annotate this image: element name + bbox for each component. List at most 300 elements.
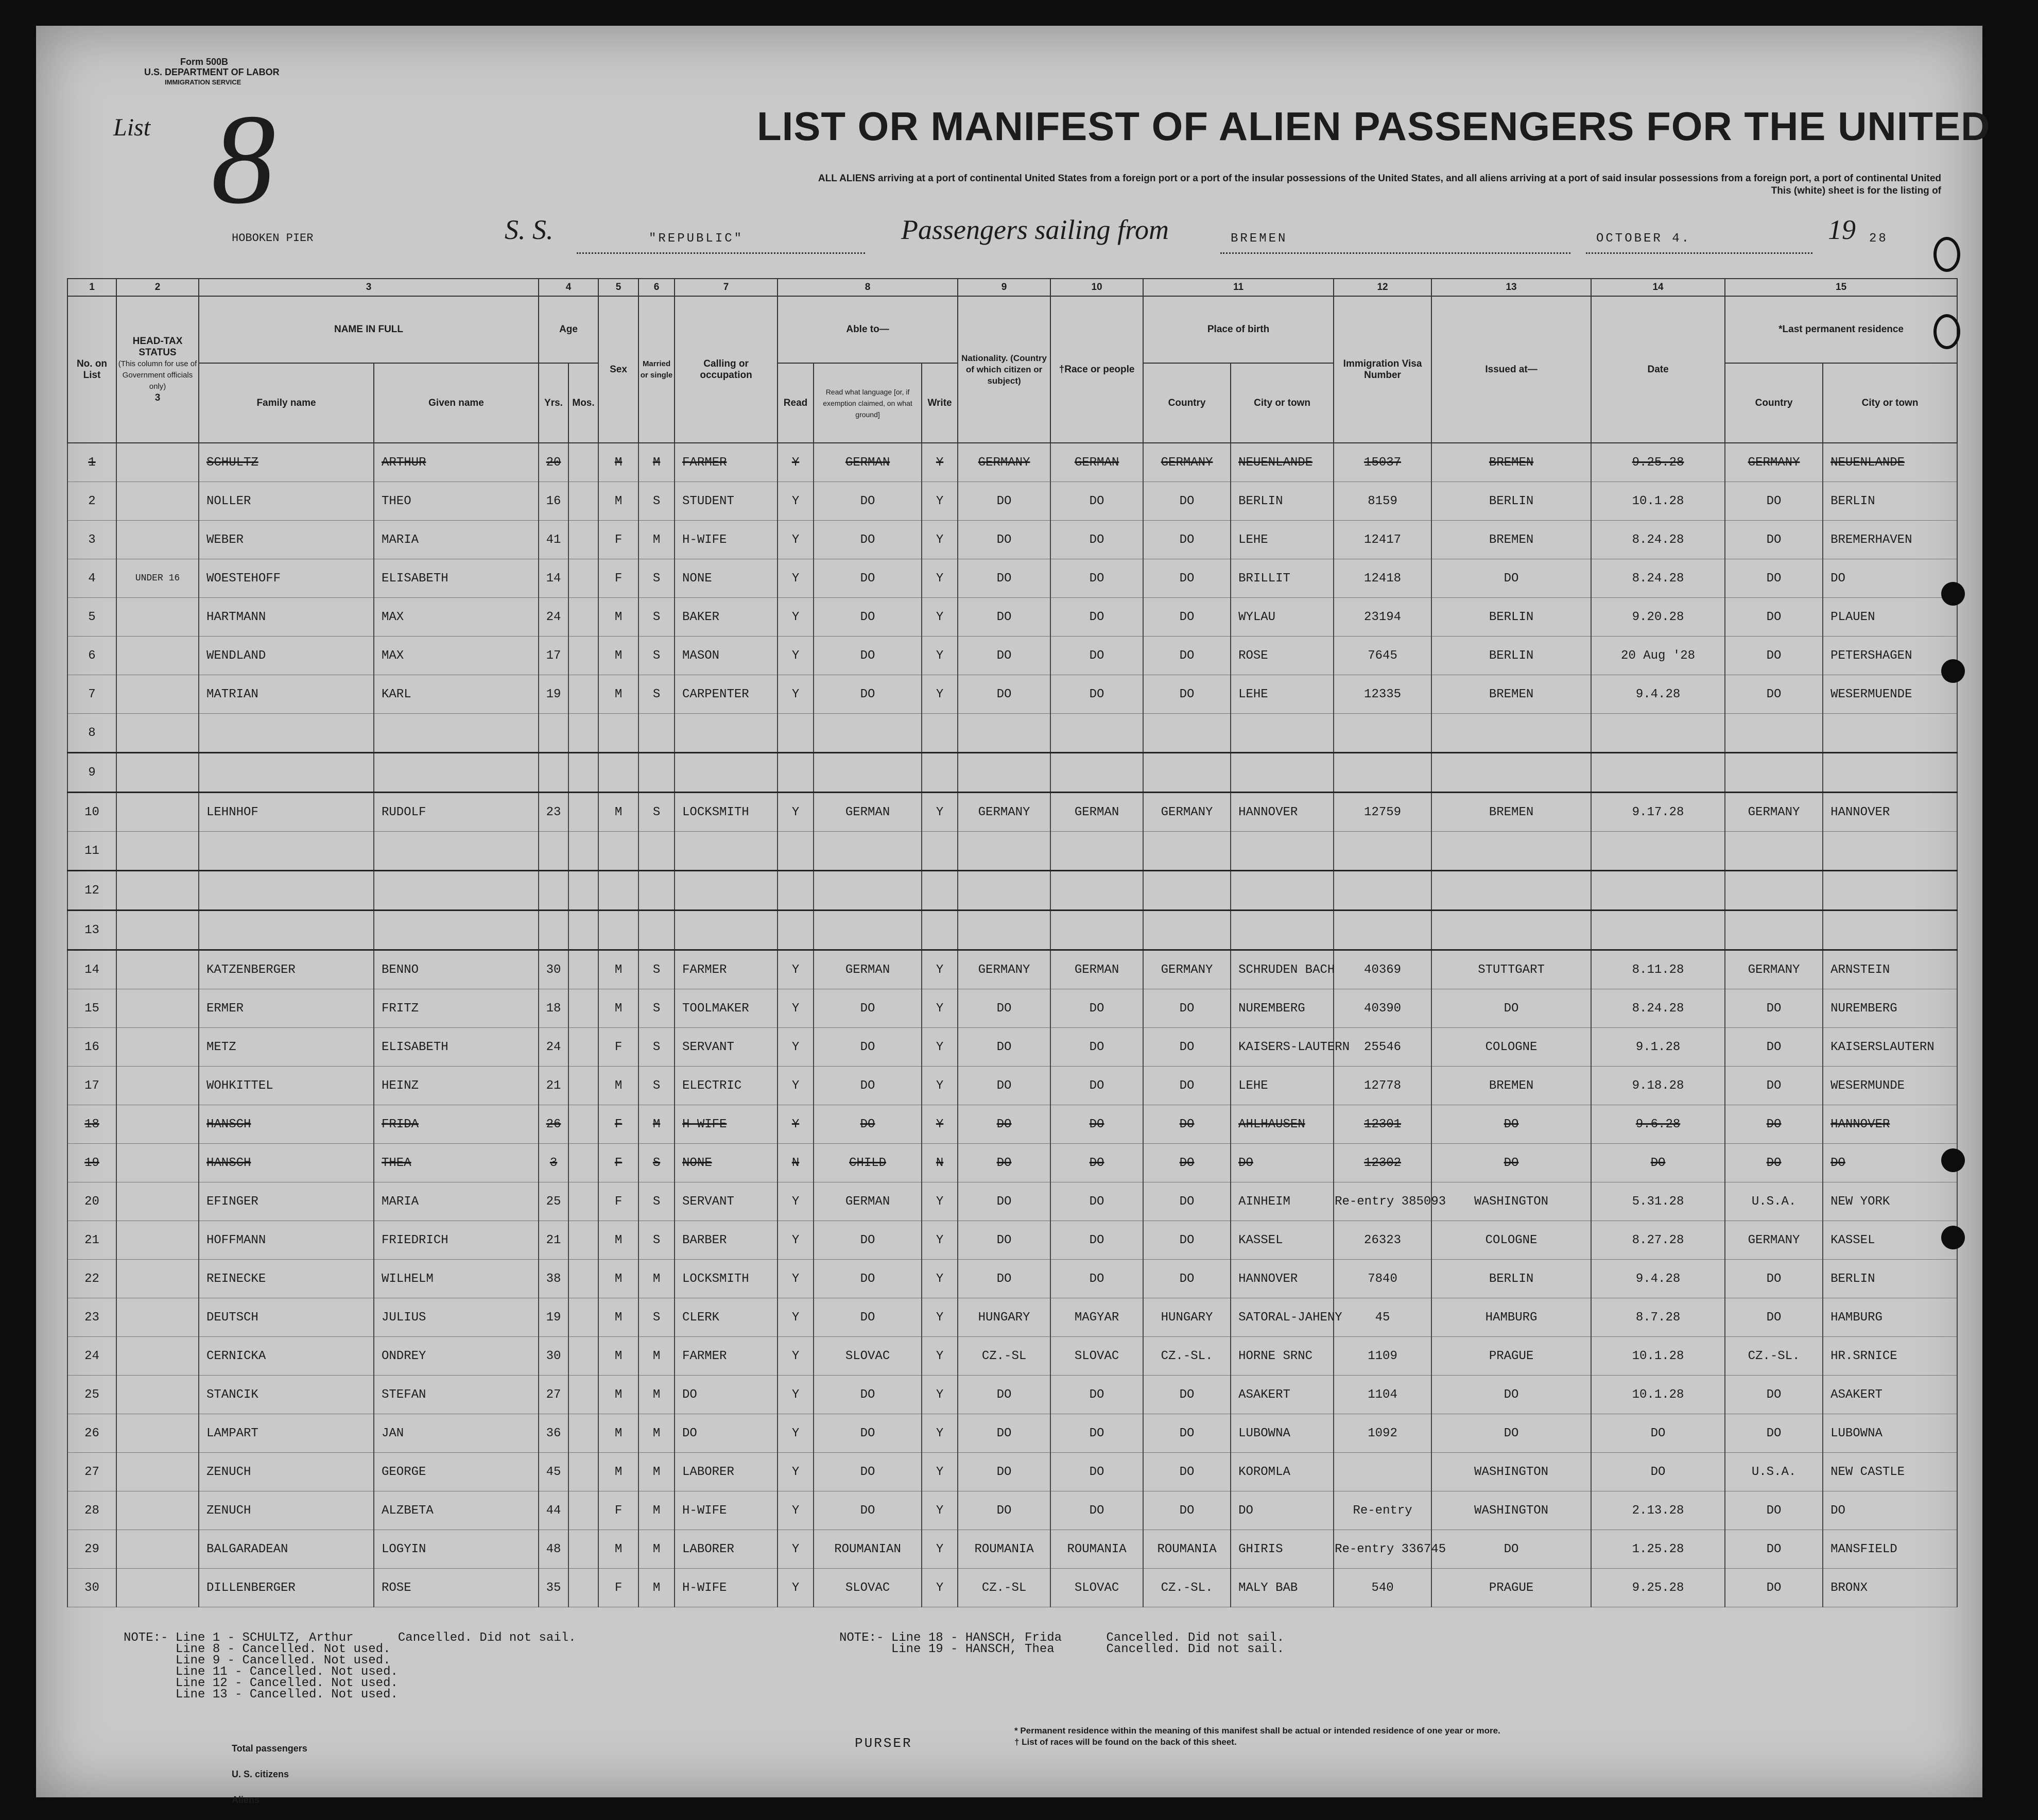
residence-city: HANNOVER [1823,1105,1957,1144]
birth-city: DO [1231,1491,1334,1530]
able-to-header: Able to— [778,296,958,363]
family-name: HOFFMANN [199,1221,374,1260]
sex-header: Sex [598,296,638,443]
head-tax-title: HEAD-TAX STATUS [132,335,183,358]
family-name: METZ [199,1028,374,1067]
sex-cell [598,871,638,911]
race: DO [1050,1453,1143,1491]
residence-country: DO [1725,521,1823,559]
issued-at: BREMEN [1431,521,1591,559]
table-row [67,1569,1957,1607]
table-row [67,1337,1957,1376]
read-language: DO [814,1221,922,1260]
issue-date: 2.13.28 [1591,1491,1725,1530]
birth-country: DO [1143,989,1231,1028]
issued-at: BREMEN [1431,443,1591,482]
issue-date: 9.25.28 [1591,1569,1725,1607]
manifest-sheet [36,26,1991,1805]
visa-number: 23194 [1334,598,1431,637]
issue-date: 8.24.28 [1591,989,1725,1028]
notes-left: NOTE:- Line 1 - SCHULTZ, Arthur Cancelled. Did not sail. Line 8 - Cancelled. Not used. Line 9 - Cancelled. Not used. Line 11 - Cancelled. Not used. Line 12 - Cancelled. Not used. Line 13 - Cancelled. Not used. [124,1631,576,1702]
given-name: FRIEDRICH [374,1221,539,1260]
residence-country [1725,911,1823,950]
residence-city [1823,871,1957,911]
residence-country: U.S.A. [1725,1453,1823,1491]
issue-date [1591,714,1725,753]
issued-at: BERLIN [1431,1260,1591,1298]
port-line [1220,252,1570,254]
manifest-table [67,278,1958,1607]
marital-status: S [638,950,675,989]
issue-date: DO [1591,1414,1725,1453]
residence-country-header: Country [1725,363,1823,443]
age-months [568,443,598,482]
race [1050,753,1143,793]
row-number: 17 [67,1067,116,1105]
can-read [778,832,814,871]
issued-at: COLOGNE [1431,1028,1591,1067]
ship-line [577,252,865,254]
sex-cell: F [598,1028,638,1067]
occupation: H-WIFE [675,521,778,559]
issued-at: PRAGUE [1431,1569,1591,1607]
issue-date: 20 Aug '28 [1591,637,1725,675]
head-tax-cell [116,1067,199,1105]
residence-city: WESERMUENDE [1823,675,1957,714]
residence-city: BREMERHAVEN [1823,521,1957,559]
year-suffix: 28 [1869,232,1888,246]
issue-date: 9.1.28 [1591,1028,1725,1067]
nationality: DO [958,1376,1050,1414]
residence-country: DO [1725,637,1823,675]
issued-at: BREMEN [1431,1067,1591,1105]
family-name: BALGARADEAN [199,1530,374,1569]
family-name: CERNICKA [199,1337,374,1376]
given-name: BENNO [374,950,539,989]
birth-city: DO [1231,1144,1334,1182]
birth-city [1231,832,1334,871]
visa-number: 1104 [1334,1376,1431,1414]
given-name: MARIA [374,521,539,559]
can-read: Y [778,1067,814,1105]
birth-country: GERMANY [1143,950,1231,989]
visa-number [1334,911,1431,950]
residence-city: BRONX [1823,1569,1957,1607]
binder-ring [1933,237,1960,272]
can-write: Y [922,1028,958,1067]
age-months [568,559,598,598]
row-number: 11 [67,832,116,871]
can-write: Y [922,1182,958,1221]
can-read: Y [778,559,814,598]
mos-header: Mos. [568,363,598,443]
occupation: LOCKSMITH [675,793,778,832]
birth-city: BERLIN [1231,482,1334,521]
head-tax-cell [116,989,199,1028]
nationality: DO [958,1028,1050,1067]
row-number: 24 [67,1337,116,1376]
age-months [568,1530,598,1569]
age-months [568,1569,598,1607]
can-write [922,911,958,950]
read-language-header: Read what language [or, if exemption claimed, on what ground] [814,363,922,443]
birth-city: HORNE SRNC [1231,1337,1334,1376]
family-name: LEHNHOF [199,793,374,832]
place-of-birth-header: Place of birth [1143,296,1334,363]
residence-country [1725,753,1823,793]
marital-status: S [638,675,675,714]
occupation [675,832,778,871]
port-name: BREMEN [1231,232,1288,246]
can-read: Y [778,1569,814,1607]
race: DO [1050,1260,1143,1298]
age-years: 30 [539,950,568,989]
race-header: †Race or people [1050,296,1143,443]
marital-status: S [638,989,675,1028]
issued-at: DO [1431,989,1591,1028]
can-read: Y [778,637,814,675]
family-name: HARTMANN [199,598,374,637]
footnotes [1014,1725,1500,1748]
residence-city [1823,753,1957,793]
nationality: CZ.-SL [958,1337,1050,1376]
race: GERMAN [1050,793,1143,832]
residence-country: DO [1725,598,1823,637]
issued-at: DO [1431,1530,1591,1569]
issue-date: DO [1591,1144,1725,1182]
residence-city: KASSEL [1823,1221,1957,1260]
age-years: 30 [539,1337,568,1376]
head-tax-cell [116,1453,199,1491]
row-number: 5 [67,598,116,637]
sex-cell: F [598,559,638,598]
table-row [67,911,1957,950]
race: DO [1050,1491,1143,1530]
head-tax-cell [116,832,199,871]
visa-number [1334,832,1431,871]
age-years: 45 [539,1453,568,1491]
issued-at: BREMEN [1431,675,1591,714]
no-on-list-header: No. on List [67,296,116,443]
race: DO [1050,1414,1143,1453]
sex-cell: M [598,793,638,832]
birth-country: DO [1143,1067,1231,1105]
read-language: GERMAN [814,1182,922,1221]
nationality: CZ.-SL [958,1569,1050,1607]
given-name: ALZBETA [374,1491,539,1530]
can-read: Y [778,1337,814,1376]
married-header: Married or single [638,296,675,443]
ss-label: S. S. [505,214,554,245]
age-years: 16 [539,482,568,521]
given-name: GEORGE [374,1453,539,1491]
issue-date: 1.25.28 [1591,1530,1725,1569]
birth-city: MALY BAB [1231,1569,1334,1607]
residence-country: GERMANY [1725,793,1823,832]
notes-right: NOTE:- Line 18 - HANSCH, Frida Cancelled. Did not sail. Line 19 - HANSCH, Thea Cancelled. Did not sail. [839,1631,1285,1656]
marital-status: S [638,1144,675,1182]
read-language: DO [814,1105,922,1144]
table-row [67,989,1957,1028]
nationality: GERMANY [958,950,1050,989]
sex-cell [598,714,638,753]
marital-status: S [638,793,675,832]
age-years: 36 [539,1414,568,1453]
family-name: MATRIAN [199,675,374,714]
can-write: Y [922,1337,958,1376]
birth-city: NEUENLANDE [1231,443,1334,482]
age-years: 44 [539,1491,568,1530]
occupation: FARMER [675,443,778,482]
age-months [568,871,598,911]
age-months [568,598,598,637]
age-months [568,1337,598,1376]
visa-number: 7645 [1334,637,1431,675]
marital-status: S [638,559,675,598]
family-name [199,753,374,793]
punch-hole [1941,582,1965,606]
sex-cell: M [598,1298,638,1337]
age-months [568,950,598,989]
residence-city: KAISERSLAUTERN [1823,1028,1957,1067]
marital-status [638,832,675,871]
visa-number: 8159 [1334,482,1431,521]
nationality [958,832,1050,871]
race: ROUMANIA [1050,1530,1143,1569]
head-tax-cell [116,637,199,675]
residence-city: WESERMUNDE [1823,1067,1957,1105]
residence-country: DO [1725,1376,1823,1414]
occupation: CARPENTER [675,675,778,714]
can-write [922,832,958,871]
can-read [778,753,814,793]
race: DO [1050,1144,1143,1182]
occupation: NONE [675,1144,778,1182]
family-name [199,911,374,950]
birth-country: DO [1143,675,1231,714]
age-years [539,714,568,753]
row-number: 12 [67,871,116,911]
colnum: 14 [1591,279,1725,296]
birth-country: CZ.-SL. [1143,1569,1231,1607]
age-months [568,1376,598,1414]
can-read: Y [778,1453,814,1491]
table-row [67,1182,1957,1221]
residence-city: DO [1823,1144,1957,1182]
head-tax-cell [116,911,199,950]
family-name: HANSCH [199,1144,374,1182]
age-years [539,871,568,911]
can-write [922,871,958,911]
head-tax-cell [116,1028,199,1067]
nationality: DO [958,598,1050,637]
nationality [958,871,1050,911]
issued-at: COLOGNE [1431,1221,1591,1260]
sex-cell: M [598,1376,638,1414]
can-write: Y [922,989,958,1028]
sailing-label: Passengers sailing from [901,214,1169,245]
birth-country: ROUMANIA [1143,1530,1231,1569]
age-years: 27 [539,1376,568,1414]
issued-at-header: Issued at— [1431,296,1591,443]
row-number: 7 [67,675,116,714]
residence-country: DO [1725,1414,1823,1453]
given-name: ELISABETH [374,1028,539,1067]
can-write: Y [922,950,958,989]
given-name: FRIDA [374,1105,539,1144]
given-name: HEINZ [374,1067,539,1105]
age-years: 35 [539,1569,568,1607]
read-language: DO [814,559,922,598]
can-read: Y [778,793,814,832]
birth-country [1143,753,1231,793]
head-tax-note: (This column for use of Government officials only) [118,359,197,391]
race: DO [1050,1067,1143,1105]
residence-country: DO [1725,989,1823,1028]
given-name [374,871,539,911]
can-read: Y [778,989,814,1028]
residence-country: GERMANY [1725,1221,1823,1260]
row-number: 1 [67,443,116,482]
table-row [67,950,1957,989]
head-tax-cell [116,1337,199,1376]
visa-number: 540 [1334,1569,1431,1607]
birth-country: DO [1143,1491,1231,1530]
age-years: 21 [539,1221,568,1260]
age-months [568,793,598,832]
issue-date: 9.25.28 [1591,443,1725,482]
can-read: Y [778,598,814,637]
name-header: NAME IN FULL [199,296,539,363]
marital-status: S [638,1298,675,1337]
race: DO [1050,1376,1143,1414]
birth-country: DO [1143,637,1231,675]
table-row [67,1221,1957,1260]
can-write: Y [922,559,958,598]
issue-date [1591,832,1725,871]
row-number: 30 [67,1569,116,1607]
occupation: H-WIFE [675,1569,778,1607]
can-read: N [778,1144,814,1182]
nationality: GERMANY [958,793,1050,832]
nationality: DO [958,1105,1050,1144]
family-name [199,714,374,753]
row-number: 14 [67,950,116,989]
table-row [67,675,1957,714]
sex-cell: M [598,1530,638,1569]
visa-number: 15037 [1334,443,1431,482]
colnum: 6 [638,279,675,296]
issue-date: 9.6.28 [1591,1105,1725,1144]
residence-country: DO [1725,1067,1823,1105]
age-years: 18 [539,989,568,1028]
row-number: 8 [67,714,116,753]
head-tax-number: 3 [154,392,161,403]
visa-number [1334,871,1431,911]
family-name: EFINGER [199,1182,374,1221]
sex-cell [598,832,638,871]
column-number-row [67,279,1957,296]
issue-date: 8.11.28 [1591,950,1725,989]
issued-at: PRAGUE [1431,1337,1591,1376]
issued-at: BREMEN [1431,793,1591,832]
race: DO [1050,598,1143,637]
race: DO [1050,1105,1143,1144]
occupation: MASON [675,637,778,675]
visa-number: Re-entry [1334,1491,1431,1530]
table-row [67,714,1957,753]
issue-date [1591,911,1725,950]
race: MAGYAR [1050,1298,1143,1337]
issue-date: 8.27.28 [1591,1221,1725,1260]
birth-city: LUBOWNA [1231,1414,1334,1453]
birth-city: AHLHAUSEN [1231,1105,1334,1144]
can-read: Y [778,443,814,482]
occupation: ELECTRIC [675,1067,778,1105]
colnum: 2 [116,279,199,296]
birth-country: DO [1143,559,1231,598]
read-language [814,871,922,911]
residence-city-header: City or town [1823,363,1957,443]
family-name: NOLLER [199,482,374,521]
age-months [568,1298,598,1337]
birth-country: GERMANY [1143,793,1231,832]
birth-country [1143,911,1231,950]
can-read: Y [778,1260,814,1298]
age-years: 21 [539,1067,568,1105]
issue-date: 8.24.28 [1591,559,1725,598]
can-write: Y [922,1221,958,1260]
purser-label: PURSER [855,1736,912,1751]
sex-cell [598,753,638,793]
age-header: Age [539,296,598,363]
head-tax-cell [116,675,199,714]
birth-city: NUREMBERG [1231,989,1334,1028]
birth-country: DO [1143,1028,1231,1067]
table-row [67,1453,1957,1491]
race [1050,714,1143,753]
sex-cell: M [598,989,638,1028]
marital-status: M [638,1530,675,1569]
marital-status: M [638,1569,675,1607]
read-language: DO [814,1028,922,1067]
birth-country: DO [1143,482,1231,521]
read-language: GERMAN [814,793,922,832]
birth-country: DO [1143,1260,1231,1298]
can-write: Y [922,1298,958,1337]
can-read: Y [778,521,814,559]
age-months [568,1414,598,1453]
can-read: Y [778,1414,814,1453]
birth-country: DO [1143,1453,1231,1491]
head-tax-cell [116,1105,199,1144]
yrs-header: Yrs. [539,363,568,443]
residence-country: DO [1725,1530,1823,1569]
given-name [374,832,539,871]
punch-hole [1941,1148,1965,1172]
can-write: Y [922,1530,958,1569]
read-language: DO [814,521,922,559]
head-tax-cell [116,871,199,911]
family-name [199,871,374,911]
head-tax-cell [116,1182,199,1221]
occupation: LABORER [675,1530,778,1569]
row-number: 10 [67,793,116,832]
read-language: DO [814,1067,922,1105]
row-number: 15 [67,989,116,1028]
marital-status [638,714,675,753]
residence-city: ARNSTEIN [1823,950,1957,989]
